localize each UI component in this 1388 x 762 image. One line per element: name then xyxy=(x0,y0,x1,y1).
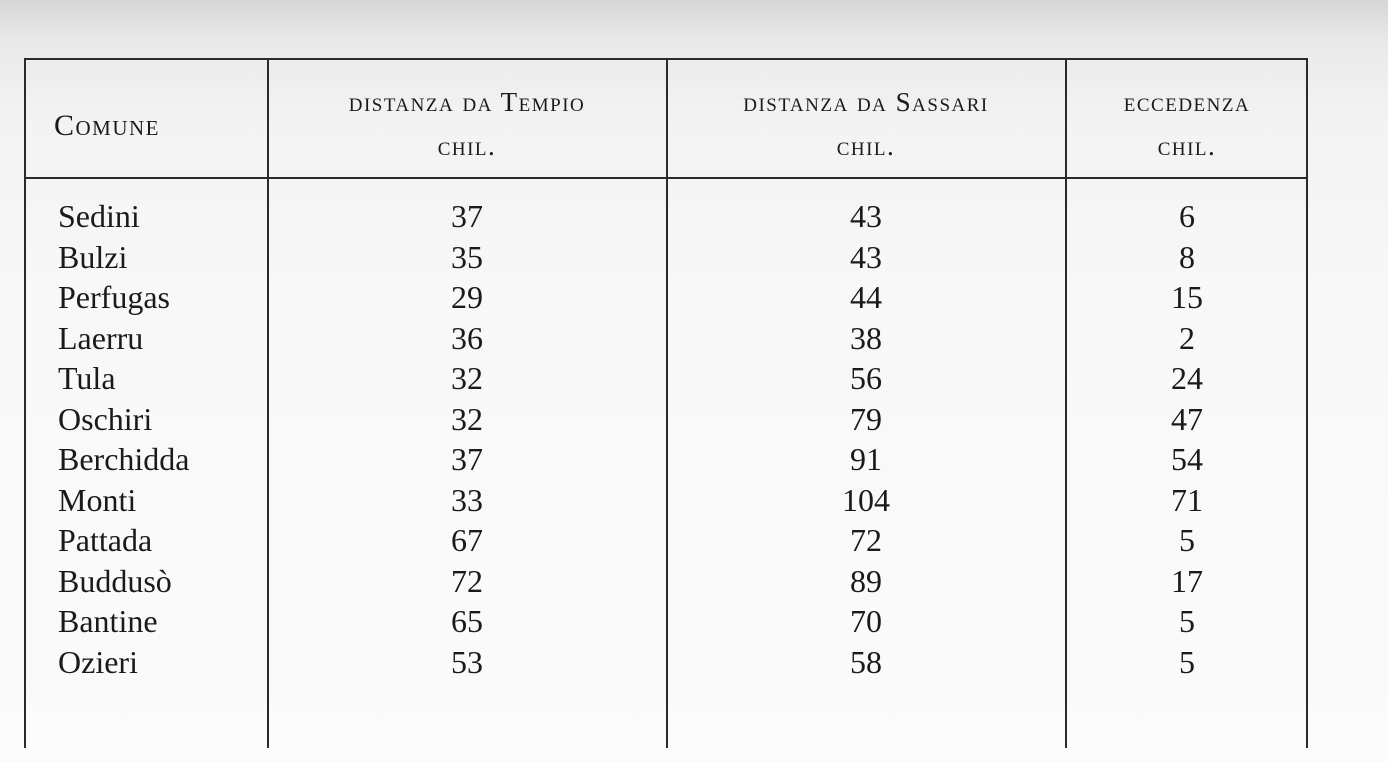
cell-eccedenza: 6 xyxy=(1179,198,1195,234)
cell-comune: Tula xyxy=(58,360,116,396)
header-eccedenza-unit: chil. xyxy=(1157,131,1217,161)
cell-tempio: 29 xyxy=(451,279,483,315)
cell-tempio: 65 xyxy=(451,603,483,639)
cell-tempio: 37 xyxy=(451,441,483,477)
cell-eccedenza: 71 xyxy=(1171,481,1203,518)
cell-comune: Berchidda xyxy=(58,441,190,477)
cell-sassari: 38 xyxy=(850,319,882,356)
cell-tempio: 53 xyxy=(451,643,483,680)
cell-eccedenza: 17 xyxy=(1171,562,1203,599)
cell-tempio: 32 xyxy=(451,400,483,437)
cell-tempio: 72 xyxy=(451,562,483,599)
cell-tempio: 67 xyxy=(451,522,483,558)
table-row xyxy=(0,277,1388,318)
cell-sassari: 43 xyxy=(850,198,882,234)
table-row xyxy=(0,439,1388,480)
cell-sassari: 91 xyxy=(850,441,882,477)
cell-sassari: 58 xyxy=(850,643,882,680)
table-row xyxy=(0,561,1388,602)
cell-tempio: 37 xyxy=(451,198,483,234)
cell-sassari: 104 xyxy=(842,481,890,518)
cell-sassari: 56 xyxy=(850,360,882,396)
cell-tempio: 33 xyxy=(451,481,483,518)
cell-sassari: 44 xyxy=(850,279,882,315)
cell-sassari: 79 xyxy=(850,400,882,437)
cell-sassari: 72 xyxy=(850,522,882,558)
cell-eccedenza: 15 xyxy=(1171,279,1203,315)
cell-sassari: 43 xyxy=(850,238,882,275)
table-row xyxy=(0,196,1388,237)
cell-tempio: 36 xyxy=(451,319,483,356)
cell-comune: Bantine xyxy=(58,603,158,639)
table-row xyxy=(0,318,1388,359)
header-eccedenza-line1: eccedenza xyxy=(1123,87,1251,117)
header-sassari-unit: chil. xyxy=(836,131,896,161)
cell-comune: Ozieri xyxy=(58,643,138,680)
cell-tempio: 32 xyxy=(451,360,483,396)
header-distanza-tempio xyxy=(269,80,665,168)
header-tempio-unit: chil. xyxy=(437,131,497,161)
cell-comune: Buddusò xyxy=(58,562,172,599)
header-distanza-sassari xyxy=(668,80,1064,168)
header-comune xyxy=(26,104,266,148)
header-tempio-line1: distanza da Tempio xyxy=(348,87,586,117)
cell-comune: Sedini xyxy=(58,198,140,234)
header-sassari-line1: distanza da Sassari xyxy=(743,87,989,117)
table-row xyxy=(0,642,1388,683)
cell-eccedenza: 2 xyxy=(1179,319,1195,356)
cell-sassari: 89 xyxy=(850,562,882,599)
table-body xyxy=(0,196,1388,682)
cell-eccedenza: 8 xyxy=(1179,238,1195,275)
table-row xyxy=(0,237,1388,278)
cell-tempio: 35 xyxy=(451,238,483,275)
cell-eccedenza: 24 xyxy=(1171,360,1203,396)
table-row xyxy=(0,520,1388,561)
cell-sassari: 70 xyxy=(850,603,882,639)
table-row xyxy=(0,399,1388,440)
table-row xyxy=(0,358,1388,399)
cell-eccedenza: 5 xyxy=(1179,643,1195,680)
cell-eccedenza: 47 xyxy=(1171,400,1203,437)
cell-eccedenza: 5 xyxy=(1179,522,1195,558)
cell-comune: Laerru xyxy=(58,319,144,356)
cell-comune: Monti xyxy=(58,481,137,518)
cell-eccedenza: 5 xyxy=(1179,603,1195,639)
header-comune-label: Comune xyxy=(54,109,161,142)
cell-eccedenza: 54 xyxy=(1171,441,1203,477)
cell-comune: Bulzi xyxy=(58,238,128,275)
table-row xyxy=(0,601,1388,642)
cell-comune: Perfugas xyxy=(58,279,170,315)
header-eccedenza xyxy=(1067,80,1307,168)
table-row xyxy=(0,480,1388,521)
cell-comune: Oschiri xyxy=(58,400,153,437)
cell-comune: Pattada xyxy=(58,522,153,558)
